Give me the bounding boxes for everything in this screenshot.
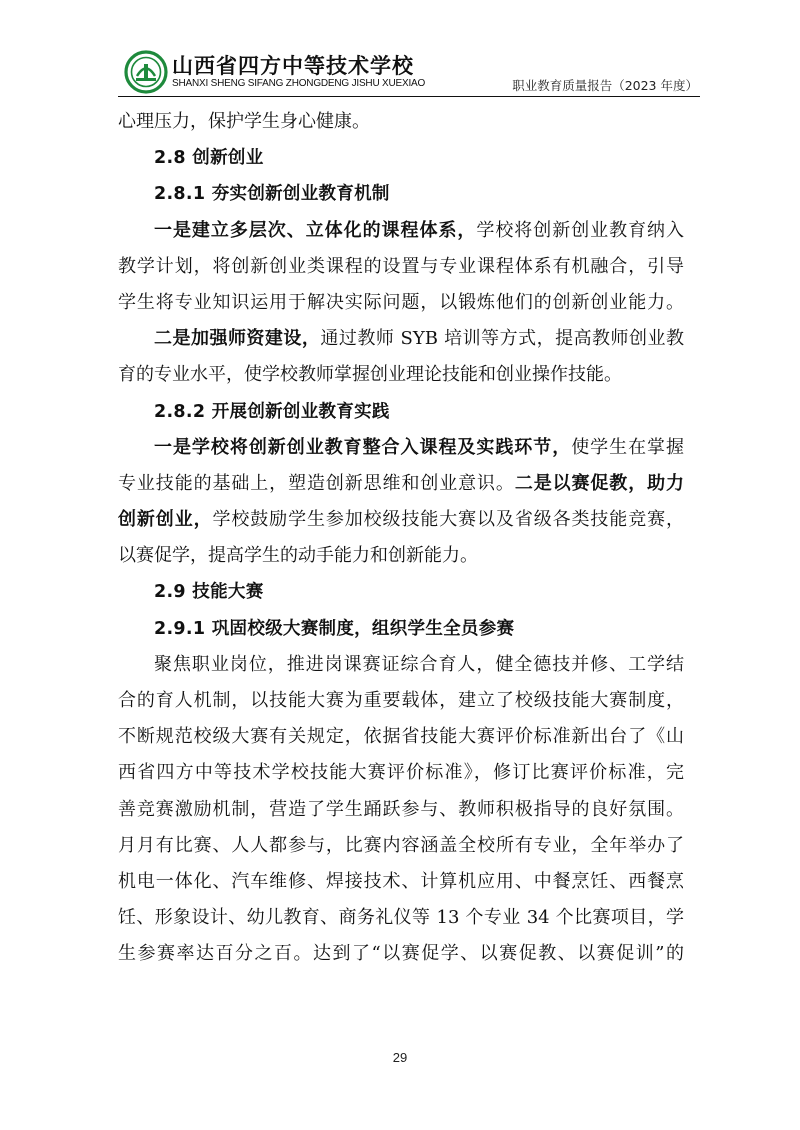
body-line <box>118 321 684 357</box>
body-line: 学生将专业知识运用于解决实际问题，以锻炼他们的创新创业能力。 <box>118 291 684 313</box>
body-line: 生参赛率达百分之百。达到了“以赛促学、以赛促教、以赛促训”的 <box>118 943 684 965</box>
section-heading-2-9-1: 2.9.1 巩固校级大赛制度，组织学生全员参赛 <box>154 618 515 639</box>
page-body <box>118 104 684 973</box>
school-name-cn: 山西省四方中等技术学校 <box>172 54 414 78</box>
body-text: 通过教师 SYB 培训等方式，提高教师创业教 <box>320 328 684 350</box>
body-line <box>118 430 684 466</box>
report-title: 职业教育质量报告（2023 年度） <box>512 78 698 93</box>
body-line: 善竞赛激励机制，营造了学生踊跃参与、教师积极指导的良好氛围。 <box>118 798 684 820</box>
bold-lead-text: 一是学校将创新创业教育整合入课程及实践环节， <box>154 436 572 458</box>
section-heading-2-8-1: 2.8.1 夯实创新创业教育机制 <box>154 184 390 205</box>
body-text: 专业技能的基础上，塑造创新思维和创业意识。 <box>118 472 515 494</box>
body-text: 使学生在掌握 <box>571 436 685 458</box>
body-line <box>118 213 684 249</box>
body-line: 以赛促学，提高学生的动手能力和创新能力。 <box>118 545 478 567</box>
body-line <box>118 104 684 140</box>
body-text: 学校将创新创业教育纳入 <box>476 219 685 241</box>
body-line: 聚焦职业岗位，推进岗课赛证综合育人，健全德技并修、工学结 <box>154 653 684 675</box>
body-line: 西省四方中等技术学校技能大赛评价标准》，修订比赛评价标准，完 <box>118 762 684 784</box>
school-logo-icon <box>124 50 168 94</box>
section-heading-2-9: 2.9 技能大赛 <box>154 582 264 603</box>
bold-lead-text: 创新创业， <box>118 509 213 531</box>
body-line: 饪、形象设计、幼儿教育、商务礼仪等 13 个专业 34 个比赛项目，学 <box>118 907 684 929</box>
school-name-en: SHANXI SHENG SIFANG ZHONGDENG JISHU XUEXIAO <box>172 78 426 89</box>
page-header <box>118 42 700 94</box>
section-heading-2-8: 2.8 创新创业 <box>154 148 264 169</box>
bold-lead-text: 二是以赛促教，助力 <box>514 472 684 494</box>
body-line: 机电一体化、汽车维修、焊接技术、计算机应用、中餐烹饪、西餐烹 <box>118 870 684 892</box>
header-divider <box>118 96 700 97</box>
body-line: 合的育人机制，以技能大赛为重要载体，建立了校级技能大赛制度， <box>118 690 684 711</box>
body-text: 心理压力，保护学生身心健康。 <box>118 111 370 132</box>
page-number: 29 <box>392 1050 408 1065</box>
bold-lead-text: 二是加强师资建设， <box>154 328 321 350</box>
body-line: 教学计划，将创新创业类课程的设置与专业课程体系有机融合，引导 <box>118 255 684 277</box>
body-line: 不断规范校级大赛有关规定，依据省技能大赛评价标准新出台了《山 <box>118 726 684 748</box>
body-line <box>118 466 684 502</box>
body-line: 育的专业水平，使学校教师掌握创业理论技能和创业操作技能。 <box>118 364 622 386</box>
body-text: 学校鼓励学生参加校级技能大赛以及省级各类技能竞赛， <box>212 509 684 531</box>
body-line <box>118 502 684 538</box>
body-line: 月月有比赛、人人都参与，比赛内容涵盖全校所有专业，全年举办了 <box>118 834 684 856</box>
bold-lead-text: 一是建立多层次、立体化的课程体系， <box>154 219 477 241</box>
section-heading-2-8-2: 2.8.2 开展创新创业教育实践 <box>154 401 390 422</box>
